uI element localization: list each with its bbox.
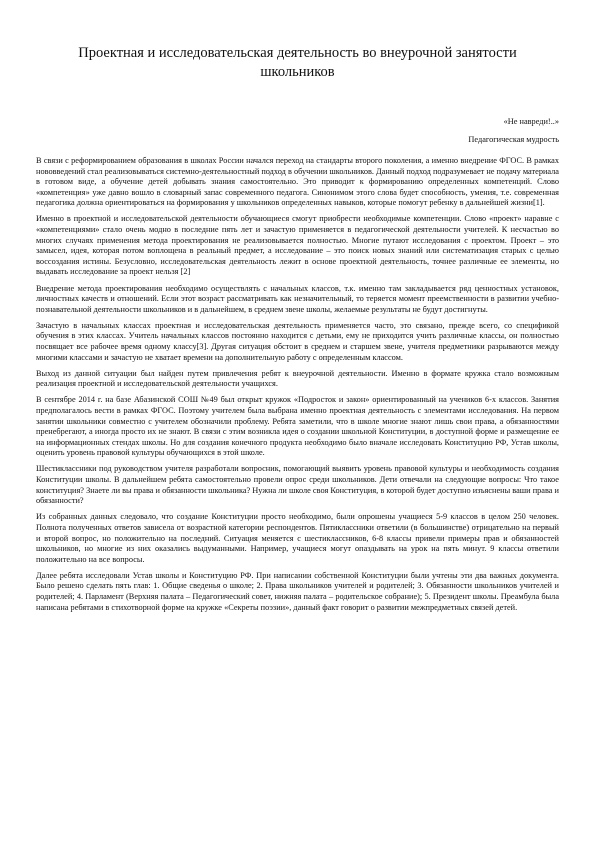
paragraph: В сентябре 2014 г. на базе Абазинской СОШ №49 был открыт кружок «Подросток и закон» ориентированный на учеников 6-х классов. Занятия предполагалось вести в рамках ФГОС. Поэтому учителем была выбрана именно проектная деятельность с элементами исследования. На первом занятии школьники совместно с учителем обозначили проблему. Ребята заметили, что в школе многие знают лишь свои права, а обязанностями пренебрегают, а иногда просто их не знают. В связи с этим возникла идея о создании школьной Конституции, в доступной форме и размещение ее на информационных стендах школы. Но для создания конечного продукта необходимо было вначале исследовать Конституцию РФ, Устав школы, оценить уровень правовой культуры обучающихся в этой школе. (36, 395, 559, 458)
paragraph: Внедрение метода проектирования необходимо осуществлять с начальных классов, т.к. именно там закладывается ряд ценностных установок, личностных качеств и отношений. Если этот возраст рассматривать как незначительный, то теряется момент преемственности в развитии учебно-познавательной деятельности школьников и в дальнейшем, в среднем звене школы, желаемые результаты не будут достигнуты. (36, 283, 559, 314)
document-body (36, 156, 559, 613)
document-title: Проектная и исследовательская деятельность во внеурочной занятости школьников (78, 45, 517, 80)
paragraph: Зачастую в начальных классах проектная и исследовательская деятельность применяется часто, это связано, прежде всего, со спецификой обучения в этих классах. Учитель начальных классов постоянно находится с детьми, ему не приходится учить различные классы, он полностью посвящает все рабочее время одному классу[3]. Другая ситуация обстоит в среднем и старшем звене, учителя предметники разрываются между многими классами и зачастую не хватает времени на дополнительную работу с определенным классом. (36, 320, 559, 362)
paragraph: Из собранных данных следовало, что создание Конституции просто необходимо, были опрошены учащиеся 5-9 классов в целом 250 человек. Полнота полученных ответов зависела от возрастной категории респондентов. Пятиклассники ответили (в большинстве) отрицательно на первый и второй вопрос, но положительно на последний. Ситуация меняется с шестиклассников, 6-8 классы привели примеры прав и обязанностей школьников, но многие из них оказались выдуманными. Например, учащиеся могут опаздывать на урок на пять минут. 9 классы ответили положительно на все вопросы. (36, 512, 559, 564)
paragraph: В связи с реформированием образования в школах России начался переход на стандарты второго поколения, а именно внедрение ФГОС. В рамках нововведений стал реализовываться системно-деятельностный подход в обучении школьников. Данный подход подразумевает не подачу материала в готовом виде, а обучение детей добывать знания самостоятельно. Это приводит к формированию определенных компетенций. Слово «компетенция» уже давно вошло в словарный запас современного педагога. Синонимом этого слова будет способность, умения, т.е. современная педагогика должна ориентироваться на формирования у школьников определенных навыков, которые помогут ребенку в дальнейшей жизни[1]. (36, 156, 559, 208)
paragraph: Выход из данной ситуации был найден путем привлечения ребят к внеурочной деятельности. Именно в формате кружка стало возможным реализация проектной и исследовательской деятельности учащихся. (36, 368, 559, 389)
paragraph: Шестиклассники под руководством учителя разработали вопросник, помогающий выявить уровень правовой культуры и необходимость создания Конституции школы. В дальнейшем ребята самостоятельно провели опрос среди школьников. Дети отвечали на следующие вопросы: Что такое конституция? Знаете ли вы права и обязанности школьника? Нужна ли школе своя Конституция, в которой будет доступно изъяснены ваши права и обязанности? (36, 464, 559, 506)
paragraph: Именно в проектной и исследовательской деятельности обучающиеся смогут приобрести необходимые компетенции. Слово «проект» наравне с «компетенциями» стало очень модно в последние пять лет и зачастую применяется в педагогической деятельности учителей. К несчастью во многих случаях применения метода проектирования не реализовывается полностью. Многие путают исследования с проектом. Проект – это замысел, идея, которая потом воплощена в реальный предмет, а исследование – это поиск новых знаний или систематизация старых с целью воссоздания истины. Безусловно, исследовательская деятельность лежит в основе проектной деятельность, точнее различные ее элементы, но выдавать исследование за проект нельзя [2] (36, 214, 559, 277)
epigraph-quote: «Не навреди!..» (503, 117, 559, 126)
paragraph: Далее ребята исследовали Устав школы и Конституцию РФ. При написании собственной Конституции были учтены эти два важных документа. Было решено сделать пять глав: 1. Общие сведенья о школе; 2. Права школьников учителей и родителей; 3. Обязанности школьников учителей и родителей; 4. Парламент (Верхняя палата – Педагогический совет, нижняя палата – родительское собрание); 5. Президент школы. Преамбула была написана ребятами в стихотворной форме на кружке «Секреты поэзии», данный факт говорит о развитии межпредметных связей детей. (36, 570, 559, 612)
epigraph-author: Педагогическая мудрость (468, 135, 559, 144)
